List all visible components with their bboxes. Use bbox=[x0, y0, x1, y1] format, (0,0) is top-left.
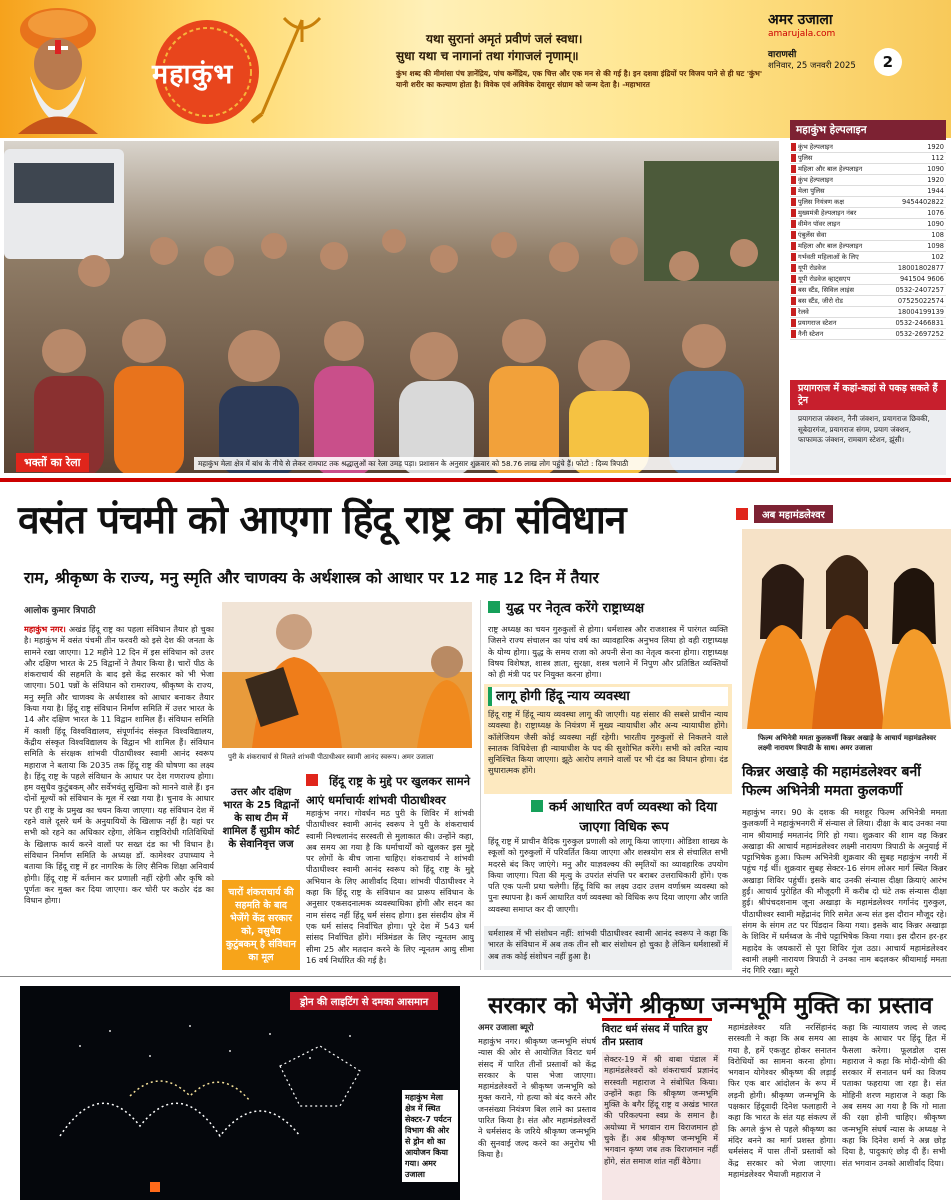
drone-title: ड्रोन की लाइटिंग से दमका आसमान bbox=[290, 992, 438, 1010]
helpline-number: 9454402822 bbox=[902, 198, 944, 206]
shankaracharya-caption: पुरी के शंकराचार्य से मिलते शांभवी पीठाधीश्वर स्वामी आनंद स्वरूप। अमर उजाला bbox=[228, 753, 434, 761]
drone-illustration bbox=[20, 986, 460, 1200]
krishna-byline: अमर उजाला ब्यूरो bbox=[478, 1023, 534, 1033]
section-head-1 bbox=[488, 600, 728, 617]
newspaper-info bbox=[768, 10, 938, 76]
helpline-row bbox=[790, 285, 946, 296]
shloka-block bbox=[396, 30, 776, 90]
photo-tag: भक्तों का रेला bbox=[16, 453, 89, 472]
section-head-3-text: कर्म आधारित वर्ण व्यवस्था को दिया जाएगा विधिक रूप bbox=[549, 800, 717, 835]
shloka-note: कुंभ शब्द की मीमांसा पंच ज्ञानेंद्रिय, पांच कर्मेंद्रिय, एक चित्त और एक मन से की गई है। इन दशवा इंद्रियों पर विजय पाने से ही घट 'कुंभ' यानी शरीर का कल्याण होता है। विवेक एवं अविवेक देवासुर संग्राम को जन्म देता है। -महाभारत bbox=[396, 69, 763, 89]
newspaper-name: अमर उजाला bbox=[768, 12, 833, 28]
newspaper-site: amarujala.com bbox=[768, 29, 836, 39]
krishna-headline: सरकार को भेजेंगे श्रीकृष्ण जन्मभूमि मुक्ति का प्रस्ताव bbox=[488, 993, 933, 1019]
krishna-box-title: विराट धर्म संसद में पारित हुए तीन प्रस्ताव bbox=[602, 1018, 712, 1049]
helpline-row bbox=[790, 296, 946, 307]
section-marker-icon bbox=[306, 774, 318, 786]
helpline-list bbox=[790, 142, 946, 340]
mahamandaleshwar-body: महाकुंभ नगर। 90 के दशक की मशहूर फिल्म अभिनेत्री ममता कुलकर्णी ने महाकुंभनगरी में संन्यास ले लिया। दीक्षा के बाद उनका नया नाम श्रीयामाई ममतानंद गिरि हो गया। शुक्रवार की शाम वह किन्नर अखाड़ा की आचार्य महामंडलेश्वर लक्ष्मी नारायण त्रिपाठी के अनुयाई में पट्टाभिषेक हुआ। फिल्म अभिनेत्री शुक्रवार की सुबह महाकुंभ नगरी में पहुंच गई थीं। शुक्रवार सुबह सेक्टर-16 संगम लोअर मार्ग स्थित किन्नर अखाड़ा शिविर पहुंचीं। इसके बाद उनकी संन्यास दीक्षा क्रियाएं आरंभ हुईं। आचार्य पुरोहित की मौजूदगी में करीब दो घंटे तक संन्यास दीक्षा हुई। श्रीपंचदशनाम जूना अखाड़ा के महामंडलेश्वर गर्गानंद गुरुकुल, पीठाधीश्वर स्वामी महेंद्रानंद गिरि समेत अन्य संत इस दौरान मौजूद रहे। संगम के संगम तट पर पिंडदान किया गया। इसके बाद किन्नर अखाड़ा के शिविर में धर्मध्वज के नीचे पट्टाभिषेक किया गया। इस दौरान हर-हर महादेव के जयकारों से पूरा शिविर गूंज उठा। आचार्य महामंडलेश्वर स्वामी लक्ष्मी नारायण त्रिपाठी ने उनका नाम बदलकर श्रीयामाई ममता नंद गिरि रखा। ब्यूरो bbox=[742, 807, 947, 976]
krishna-col-2: सेक्टर-19 में श्री बाबा पंडाल में महामंडलेश्वरों को शंकराचार्य प्रज्ञानंद सरस्वती महाराज ने संबोधित किया। उन्होंने कहा कि श्रीकृष्ण जन्मभूमि मुक्ति के बगैर हिंदू राष्ट्र व अखंड भारत की परिकल्पना स्वप्न के समान है। अयोध्या में भगवान राम विराजमान हो चुके हैं। अब श्रीकृष्ण जन्मभूमि में भगवान कृष्ण जब तक विराजमान नहीं होंगे, संत समाज शांत नहीं बैठेगा। bbox=[602, 1052, 720, 1200]
column-right-divider bbox=[480, 600, 481, 970]
date: शनिवार, 25 जनवरी 2025 bbox=[768, 61, 856, 71]
helpline-name: नैनी स्टेशन bbox=[798, 330, 824, 338]
helpline-row bbox=[790, 197, 946, 208]
krishna-box bbox=[602, 1018, 712, 1049]
crowd-illustration bbox=[4, 141, 779, 473]
sub-headline-2 bbox=[306, 770, 474, 808]
section-head-2-box bbox=[484, 684, 732, 794]
helpline-number: 941504 9606 bbox=[899, 275, 944, 283]
helpline-name: मेला पुलिस bbox=[798, 187, 825, 195]
bottom-rule bbox=[0, 976, 951, 977]
helpline-row bbox=[790, 142, 946, 153]
shankaracharya-illustration bbox=[222, 602, 472, 748]
crowd-photo bbox=[4, 141, 779, 473]
mahamandaleshwar-tag-text: अब महामंडलेश्वर bbox=[754, 505, 833, 523]
helpline-row bbox=[790, 153, 946, 164]
helpline-name: वीमेन पॉवर लाइन bbox=[798, 220, 841, 228]
helpline-row bbox=[790, 164, 946, 175]
train-title: प्रयागराज में कहां-कहां से पकड़ सकते हैं ट्रेन bbox=[790, 380, 946, 410]
section-marker-icon bbox=[488, 601, 500, 613]
helpline-row bbox=[790, 241, 946, 252]
helpline-name: कुंभ हेल्पलाइन bbox=[798, 176, 833, 184]
helpline-row bbox=[790, 274, 946, 285]
helpline-name: गर्भवती महिलाओं के लिए bbox=[798, 253, 859, 261]
helpline-number: 1944 bbox=[927, 187, 944, 195]
helpline-number: 1920 bbox=[927, 176, 944, 184]
helpline-row bbox=[790, 175, 946, 186]
train-box bbox=[790, 380, 946, 475]
train-body: प्रयागराज जंक्शन, नैनी जंक्शन, प्रयागराज छिवकी, सूबेदारगंज, प्रयागराज संगम, प्रयाग जंक्शन, फाफामऊ जंक्शन, रामबाग स्टेशन, झूंसी। bbox=[798, 414, 930, 444]
helpline-name: प्रयागराज स्टेशन bbox=[798, 319, 837, 327]
krishna-col-1: महाकुंभ नगर। श्रीकृष्ण जन्मभूमि संघर्ष न्यास की ओर से आयोजित विराट धर्म संसद में पारित तीनों प्रस्तावों को केंद्र सरकार के पास भेजा जाएगा। महामंडलेश्वरों ने श्रीकृष्ण जन्मभूमि को मुक्त कराने, गो हत्या को बंद करने और जनसंख्या नियंत्रण बिल लाने का प्रस्ताव पारित किया है। संत और महामंडलेश्वरों ने धर्मसंसद के जरिये श्रीकृष्ण जन्मभूमि की सुनवाई जल्द करने का अनुरोध भी किया है। bbox=[478, 1036, 596, 1159]
helpline-number: 1098 bbox=[927, 242, 944, 250]
helpline-number: 102 bbox=[931, 253, 944, 261]
shankaracharya-photo bbox=[222, 602, 472, 748]
helpline-number: 1076 bbox=[927, 209, 944, 217]
helpline-number: 1920 bbox=[927, 143, 944, 151]
sub-headline-2-text: हिंदू राष्ट्र के मुद्दे पर खुलकर सामने आएं धर्माचार्यः शांभवी पीठाधीश्वर bbox=[306, 774, 470, 807]
section-body-1: राष्ट्र अध्यक्ष का चयन गुरुकुलों से होगा। धर्मशास्त्र और राजशास्त्र में पारंगत व्यक्ति जिसने राज्य संचालन का पांच वर्ष का व्यावहारिक अनुभव लिया हो वही राष्ट्राध्यक्ष के योग्य होगा। युद्ध के समय राजा को अपनी सेना का नेतृत्व करना होगा। राष्ट्राध्यक्ष विषय विशेषज्ञ, शास्त्र ज्ञाता, सुरक्षा, शस्त्र चलाने में निपुण और प्रतिष्ठित व्यक्तियों को ही मंत्री पद पर नियुक्त करना होगा। bbox=[488, 624, 728, 680]
mahamandaleshwar-headline: किन्नर अखाड़े की महामंडलेश्वर बनीं फिल्म अभिनेत्री ममता कुलकर्णी bbox=[742, 764, 921, 799]
helpline-row bbox=[790, 230, 946, 241]
section-footer: धर्मशास्त्र में भी संशोधन नहीं: शांभवी पीठाधीश्वर स्वामी आनंद स्वरूप ने कहा कि भारत के संविधान में अब तक तीन सौ बार संशोधन हो चुका है लेकिन धर्मशास्त्रों में अब तक कोई संशोधन नहीं हुआ है। bbox=[484, 926, 732, 970]
section-head-2-text: लागू होगी हिंदू न्याय व्यवस्था bbox=[496, 689, 630, 704]
helpline-number: 0532-2466831 bbox=[895, 319, 944, 327]
helpline-number: 0532-2697252 bbox=[895, 330, 944, 338]
section-body-3: हिंदू राष्ट्र में प्राचीन वैदिक गुरुकुल प्रणाली को लागू किया जाएगा। ओडिशा शाख्य के स्कूलों को गुरुकुलों में परिवर्तित किया जाएगा और शस्त्रयोग सत्र से संचालित सभी मदरसे बंद किए जाएंगे। मनु और याज्ञवल्क्य की स्मृतियों का व्यावहारिक उपयोग किया जाएगा। पिता की मृत्यु के उपरांत संपत्ति पर बराबर उत्तराधिकारी होंगे। एक पति एक पत्नी प्रथा चलेगी। हिंदू विधि का लक्ष्य उदार उत्तम वर्णाश्रम व्यवस्था को पुनः स्थापना है। कर्म आधारित वर्ण व्यवस्था को विधिक रूप दिया जाएगा और जाति व्यवस्था समाप्त कर दी जाएगी। bbox=[488, 836, 728, 914]
helpline-name: यूपी रोडवेज bbox=[798, 264, 826, 272]
helpline-number: 18004199139 bbox=[897, 308, 944, 316]
mahamandaleshwar-section bbox=[736, 505, 951, 976]
city: वाराणसी bbox=[768, 50, 797, 60]
main-body bbox=[24, 624, 214, 968]
byline: आलोक कुमार त्रिपाठी bbox=[24, 606, 96, 616]
helpline-name: एंबुलेंस सेवा bbox=[798, 231, 827, 239]
pull-quote-1: उत्तर और दक्षिण भारत के 25 विद्वानों के साथ टीम में शामिल हैं सुप्रीम कोर्ट के सेवानिवृत्त जज bbox=[222, 787, 300, 850]
helpline-name: यूपी रोडवेज व्हाट्सएप bbox=[798, 275, 851, 283]
helpline-row bbox=[790, 252, 946, 263]
helpline-number: 112 bbox=[931, 154, 944, 162]
helpline-number: 07525022574 bbox=[897, 297, 944, 305]
masthead-banner bbox=[0, 0, 951, 138]
page-number: 2 bbox=[874, 48, 902, 76]
main-body-text: अखंड हिंदू राष्ट्र का पहला संविधान तैयार हो चुका है। महाकुंभ में वसंत पंचमी तीन फरवरी को इसे देश की जनता के सामने रखा जाएगा। 12 महीने 12 दिन में इस संविधान को उत्तर और दक्षिण भारत के 25 विद्वानों ने तैयार किया है। चारों पीठ के शंकराचार्य की सहमति के बाद इसे केंद्र सरकार को भी भेजा जाएगा। 501 पन्नों के संविधान को रामराज्य, श्रीकृष्ण के राज्य, मनु स्मृति और चाणक्य के अर्थशास्त्र को आधार बनाकर तैयार किया गया है। हिंदू राष्ट्र संविधान निर्माण समिति में उत्तर भारत के 14 और दक्षिण भारत के 11 विद्वान शामिल हैं। संविधान समिति में काशी हिंदू विश्वविद्यालय, संपूर्णानंद संस्कृत विश्वविद्यालय, केंद्रीय संस्कृत विश्वविद्यालय के विद्वान भी शामिल हैं। संविधान समिति के संरक्षक शांभवी पीठाधीश्वर स्वामी आनंद स्वरूप महाराज ने बताया कि 2035 तक हिंदू राष्ट्र की घोषणा का लक्ष्य है। हिंदू राष्ट्र के पहले संविधान के आधार पर देश गणराज्य होगा। हम वसुधैव कुटुंबकम् और सर्वेभवंतु सुखिनः को मानने वाले हैं। इन दोनों मूल्यों को संविधान के मूल में रखा गया है। चुनाव के आधार पर ही राष्ट्र के प्रमुख का चयन किया जाएगा। यह संविधान देश में रहने वाले दूसरे धर्म के अनुयायियों के खिलाफ नहीं है। यहां पर सभी को रहने का अधिकार रहेगा, लेकिन राष्ट्रविरोधी गतिविधियों के खिलाफ कार्य करने वालों पर सख्त दंड का भी विधान है। संविधान निर्माण समिति के अध्यक्ष डॉ. कामेश्वर उपाध्याय ने बताया कि हिंदू राष्ट्र में हर नागरिक के लिए सैनिक शिक्षा अनिवार्य होगी। हिंदू राष्ट्र में वर्तमान कर प्रणाली नहीं रहेगी और कृषि को पूर्णतः कर मुक्त कर दिया जाएगा। कर चोरी पर कठोर दंड का विधान होगा। bbox=[24, 624, 214, 906]
top-rule bbox=[0, 478, 951, 482]
shloka-line-2: सुधा यथा च नागानां तथा गंगाजलं नृणाम्॥ bbox=[396, 49, 579, 63]
mahamandaleshwar-tag bbox=[736, 505, 951, 523]
helpline-number: 18001802877 bbox=[897, 264, 944, 272]
helpline-row bbox=[790, 307, 946, 318]
helpline-row bbox=[790, 186, 946, 197]
main-dateline: महाकुंभ नगर। bbox=[24, 624, 66, 634]
helpline-number: 0532-2407257 bbox=[895, 286, 944, 294]
mahamandaleshwar-caption: फिल्म अभिनेत्री ममता कुलकर्णी किन्नर अखाड़े के आचार्य महामंडलेश्वर लक्ष्मी नारायण त्रिपाठी के साथ। अमर उजाला bbox=[758, 734, 937, 752]
helpline-number: 1090 bbox=[927, 220, 944, 228]
section-marker-icon bbox=[531, 800, 543, 812]
helpline-name: महिला और बाल हेल्पलाइन bbox=[798, 242, 863, 250]
pull-quote-2: चारों शंकराचार्य की सहमति के बाद भेजेंगे केंद्र सरकार को, वसुधैव कुटुंबकम् है संविधान का मूल bbox=[222, 880, 300, 970]
section-marker-icon bbox=[736, 508, 748, 520]
sub-body-2: महाकुंभ नगर। गोवर्धन मठ पुरी के शिविर में शांभवी पीठाधीश्वर स्वामी आनंद स्वरूप ने पुरी के शंकराचार्य स्वामी निश्चलानंद सरस्वती से मुलाकात की। उन्होंने कहा, अब समय आ गया है कि धर्माचार्यों को खुलकर इस मुद्दे पर लोगों के बीच जाना चाहिए। शंकराचार्य ने शांभवी पीठाधीश्वर स्वामी आनंद स्वरूप को हिंदू राष्ट्र के मुद्दे अभियान के लिए आशीर्वाद दिया। शांभवी पीठाधीश्वर ने कहा कि हिंदू राष्ट्र के संविधान का प्रारूप संविधान के अनुसार एकसदनात्मक व्यवस्थाधिका होगी और सदन का नाम संसद नहीं हिंदू धर्म संसद होगा। इस संसदीय क्षेत्र में एक धर्म सांसद निर्वाचित होगा। पूरे देश में 543 धर्म सांसद निर्वाचित होंगे। मंत्रिमंडल के लिए न्यूनतम आयु सीमा 25 और मतदान करने के लिए न्यूनतम आयु सीमा 16 वर्ष निर्धारित की गई है। bbox=[306, 808, 474, 965]
helpline-name: बस स्टैंड, जीरो रोड bbox=[798, 297, 843, 305]
main-headline: वसंत पंचमी को आएगा हिंदू राष्ट्र का संविधान bbox=[18, 498, 626, 543]
helpline-box bbox=[790, 120, 946, 374]
section-head-2 bbox=[488, 687, 728, 706]
helpline-name: पुलिस bbox=[798, 154, 813, 162]
helpline-name: पुलिस नियंत्रण कक्ष bbox=[798, 198, 844, 206]
helpline-row bbox=[790, 329, 946, 340]
krishna-col-4: कहा कि न्यायालय जल्द से जल्द साक्ष्य के आधार पर हिंदू हित में फैसला करेगा। फूलडोल दास महाराज ने कहा कि मोदी-योगी की सरकार में सनातन धर्म का विजय पताका फहराया जा रहा है। संत मोहिनी शरण महाराज ने कहा कि अब समय आ गया है कि गो माता की रक्षा होनी चाहिए। श्रीकृष्ण जन्मभूमि संघर्ष न्यास के अध्यक्ष ने कहा कि दिनेश शर्मा ने अन्न छोड़ दिया है, पादुकाएं छोड़ दी हैं। सभी संत भगवान उनको आशीर्वाद दिया। bbox=[842, 1022, 946, 1168]
helpline-name: महिला और बाल हेल्पलाइन bbox=[798, 165, 863, 173]
section-body-2: हिंदू राष्ट्र में हिंदू न्याय व्यवस्था लागू की जाएगी। यह संसार की सबसे प्राचीन न्याय व्यवस्था है। राष्ट्राध्यक्ष के नियंत्रण में मुख्य न्यायाधीश और अन्य न्यायाधीश होंगे। कॉलेजियम जैसी कोई व्यवस्था नहीं रहेगी। भारतीय गुरुकुलों से निकलने वाले स्नातक विधिवेत्ता ही न्यायाधीश के पद की सुशोभित करेंगे। सभी को त्वरित न्याय सुनिश्चित किया जाएगा। झूठे आरोप लगाने वालों पर भी दंड का विधान होगा। दंड सुधारात्मक होंगे। bbox=[488, 709, 728, 776]
drone-caption: महाकुंभ मेला क्षेत्र में स्थित सेक्टर-7 पर्यटन विभाग की ओर से ड्रोन शो का आयोजन किया गया। अमर उजाला bbox=[402, 1090, 458, 1182]
helpline-number: 108 bbox=[931, 231, 944, 239]
mahakumbh-logo bbox=[112, 14, 322, 126]
helpline-name: रेलवे bbox=[798, 308, 809, 316]
mahamandaleshwar-photo bbox=[742, 529, 951, 729]
helpline-number: 1090 bbox=[927, 165, 944, 173]
helpline-title: महाकुंभ हेल्पलाइन bbox=[790, 120, 946, 140]
drone-photo bbox=[20, 986, 460, 1200]
shloka-line-1: यथा सुरानां अमृतं प्रवीणं जलं स्वधा। bbox=[426, 32, 583, 46]
helpline-row bbox=[790, 318, 946, 329]
photo-caption: महाकुंभ मेला क्षेत्र में बांध के नीचे से लेकर रामघाट तक श्रद्धालुओं का रेला उमड़ पड़ा। प्रशासन के अनुसार शुक्रवार को 58.76 लाख लोग पहुंचे हैं। फोटो : दिव्य त्रिपाठी bbox=[194, 457, 776, 470]
helpline-name: बस स्टैंड, सिविल लाइंस bbox=[798, 286, 854, 294]
main-subhead: राम, श्रीकृष्ण के राज्य, मनु स्मृति और चाणक्य के अर्थशास्त्र को आधार पर 12 माह 12 दिन में तैयार bbox=[24, 569, 599, 587]
krishna-col-3: महामंडलेश्वर यति नरसिंहानंद सरस्वती ने कहा कि अब समय आ गया है, हमें एकजुट होकर सनातन विरोधियों का सामना करना होगा। भगवान योगेश्वर श्रीकृष्ण की लड़ाई फिर एक बार आंदोलन के रूप में लड़नी होगी। श्रीकृष्ण जन्मभूमि के पक्षकार हिंदूवादी दिनेश फलाहारी ने कहा कि भारत के संत यह संकल्प लें कि अगले कुंभ से पहले श्रीकृष्ण का मंदिर बनने का मार्ग प्रशस्त होगा। धर्मसंसद में पास तीनों प्रस्तावों को केंद्र सरकार को भेजा जाएगा। महामंडलेश्वर भैयाजी महाराज ने bbox=[728, 1022, 836, 1179]
helpline-row bbox=[790, 263, 946, 274]
helpline-row bbox=[790, 219, 946, 230]
helpline-name: कुंभ हेल्पलाइन bbox=[798, 143, 833, 151]
section-head-3 bbox=[524, 796, 724, 836]
logo-text: महाकुंभ bbox=[152, 59, 234, 90]
sadhu-illustration bbox=[8, 4, 108, 134]
helpline-row bbox=[790, 208, 946, 219]
helpline-name: मुख्यमंत्री हेल्पलाइन नंबर bbox=[798, 209, 857, 217]
section-head-1-text: युद्ध पर नेतृत्व करेंगे राष्ट्राध्यक्ष bbox=[506, 601, 645, 616]
